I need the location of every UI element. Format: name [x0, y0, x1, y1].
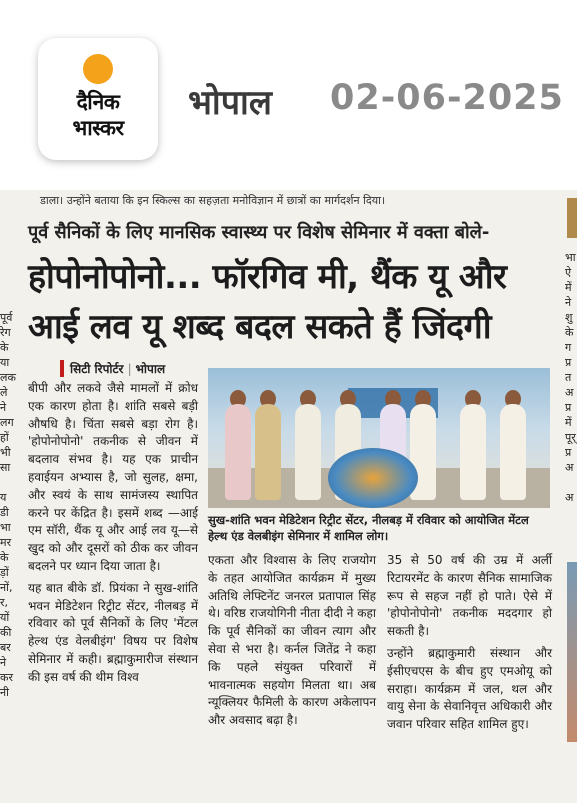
cutoff-top-line: डाला। उन्होंने बताया कि इन स्किल्स का सहज़ता मनोविज्ञान में छात्रों का मार्गदर्शन दिया।	[40, 194, 386, 207]
cutoff-right-column	[565, 190, 577, 803]
article-column-3	[387, 552, 552, 738]
column-1-paragraph-2: यह बात बीके डॉ. प्रियंका ने सुख-शांति भवन मेडिटेशन रिट्रीट सेंटर, नीलबड़ में रविवार को पूर्व सैनिकों के लिए 'मेंटल हेल्थ एंड वेलबीइंग' विषय पर विशेष सेमिनार में कही। ब्रह्माकुमारीज संस्थान की इस वर्ष की थीम विश्व	[28, 580, 198, 684]
logo-sun-icon	[83, 54, 113, 84]
cutoff-image-top	[567, 198, 577, 238]
headline-line2: आई लव यू शब्द बदल सकते हैं जिंदगी	[28, 307, 492, 347]
article-headline	[28, 252, 558, 352]
page-header	[0, 0, 577, 190]
column-1-paragraph-1: बीपी और लकवे जैसे मामलों में क्रोध एक कारण होता है। शांति सबसे बड़ी औषधि है। चिंता सबसे बड़ा रोग है। 'होपोनोपोनो' तकनीक से जीवन में बदलाव संभव है। यह एक प्राचीन हवाईयन अभ्यास है, जो सुलह, क्षमा, और स्वयं के साथ सामंजस्य स्थापित करने पर केंद्रित है। इसमें शब्द —आई एम सॉरी, थैंक यू और आई लव यू—से खुद को और दूसरों को ठीक कर जीवन बदलने पर ध्यान दिया जाता है।	[28, 381, 198, 573]
photo-person	[460, 404, 486, 500]
column-2-paragraph-1: एकता और विश्वास के लिए राजयोग के तहत आयोजित कार्यक्रम में मुख्य अतिथि लेफ्टिनेंट जनरल प्रतापाल सिंह थे। वरिष्ठ राजयोगिनी नीता दीदी ने कहा कि पूर्व सैनिकों का जीवन त्याग और सेवा से भरा है। कर्नल जितेंद्र ने कहा कि पहले संयुक्त परिवारों में भावनात्मक सहयोग मिलता था। अब न्यूक्लियर फैमिली के कारण अकेलापन और अवसाद बढ़ा है।	[208, 553, 376, 728]
headline-line1: होपोनोपोनो... फॉरगिव मी, थैंक यू और	[28, 257, 507, 297]
byline-city: भोपाल	[135, 362, 166, 376]
column-3-paragraph-1: 35 से 50 वर्ष की उम्र में अर्ली रिटायरमेंट के कारण सैनिक सामाजिक रूप से सहज नहीं हो पाते। ऐसे में 'होपोनोपोनो' तकनीक मददगार हो सकती है।	[387, 553, 552, 639]
logo-text-line2: भास्कर	[72, 116, 124, 140]
cutoff-right-text: भा ऐ में ने शु के ग प्र त अ प्र में पूर् प्र अ अ	[565, 251, 576, 504]
photo-caption: सुख-शांति भवन मेडिटेशन रिट्रीट सेंटर, नीलबड़ में रविवार को आयोजित मेंटल हेल्थ एंड वेलबीइंग सेमिनार में शामिल लोग।	[208, 513, 529, 543]
byline-reporter: सिटी रिपोर्टर	[70, 362, 124, 376]
photo-person	[295, 404, 321, 500]
article-column-1	[28, 380, 198, 691]
cutoff-image-bottom	[567, 562, 577, 742]
photo-person	[225, 404, 251, 500]
mental-health-emblem	[328, 448, 418, 508]
column-3-paragraph-2: उन्होंने ब्रह्माकुमारी संस्थान और ईसीएचएस के बीच हुए एमओयू को सराहा। कार्यक्रम में जल, थल और वायु सेना के सेवानिवृत्त अधिकारी और जवान परिवार सहित शामिल हुए।	[387, 645, 552, 732]
logo-text-line1: दैनिक	[76, 90, 120, 114]
article-byline: सिटी रिपोर्टर | भोपाल	[60, 360, 165, 377]
cutoff-left-column: पूर्व रेग के या लक ले ने लग हों भी सा य डी भा मर के ड़ों नों, र, यों की बर ने कर नी	[0, 311, 16, 699]
seminar-photo	[208, 368, 550, 508]
article-kicker: पूर्व सैनिकों के लिए मानसिक स्वास्थ्य पर विशेष सेमिनार में वक्ता बोले-	[28, 222, 490, 243]
edition-date: 02-06-2025	[330, 78, 564, 118]
article-column-2	[208, 552, 376, 734]
newspaper-clipping	[0, 190, 577, 803]
photo-person	[500, 404, 526, 500]
edition-city: भोपाल	[188, 83, 272, 123]
dainik-bhaskar-logo	[38, 38, 158, 160]
photo-person	[255, 404, 281, 500]
